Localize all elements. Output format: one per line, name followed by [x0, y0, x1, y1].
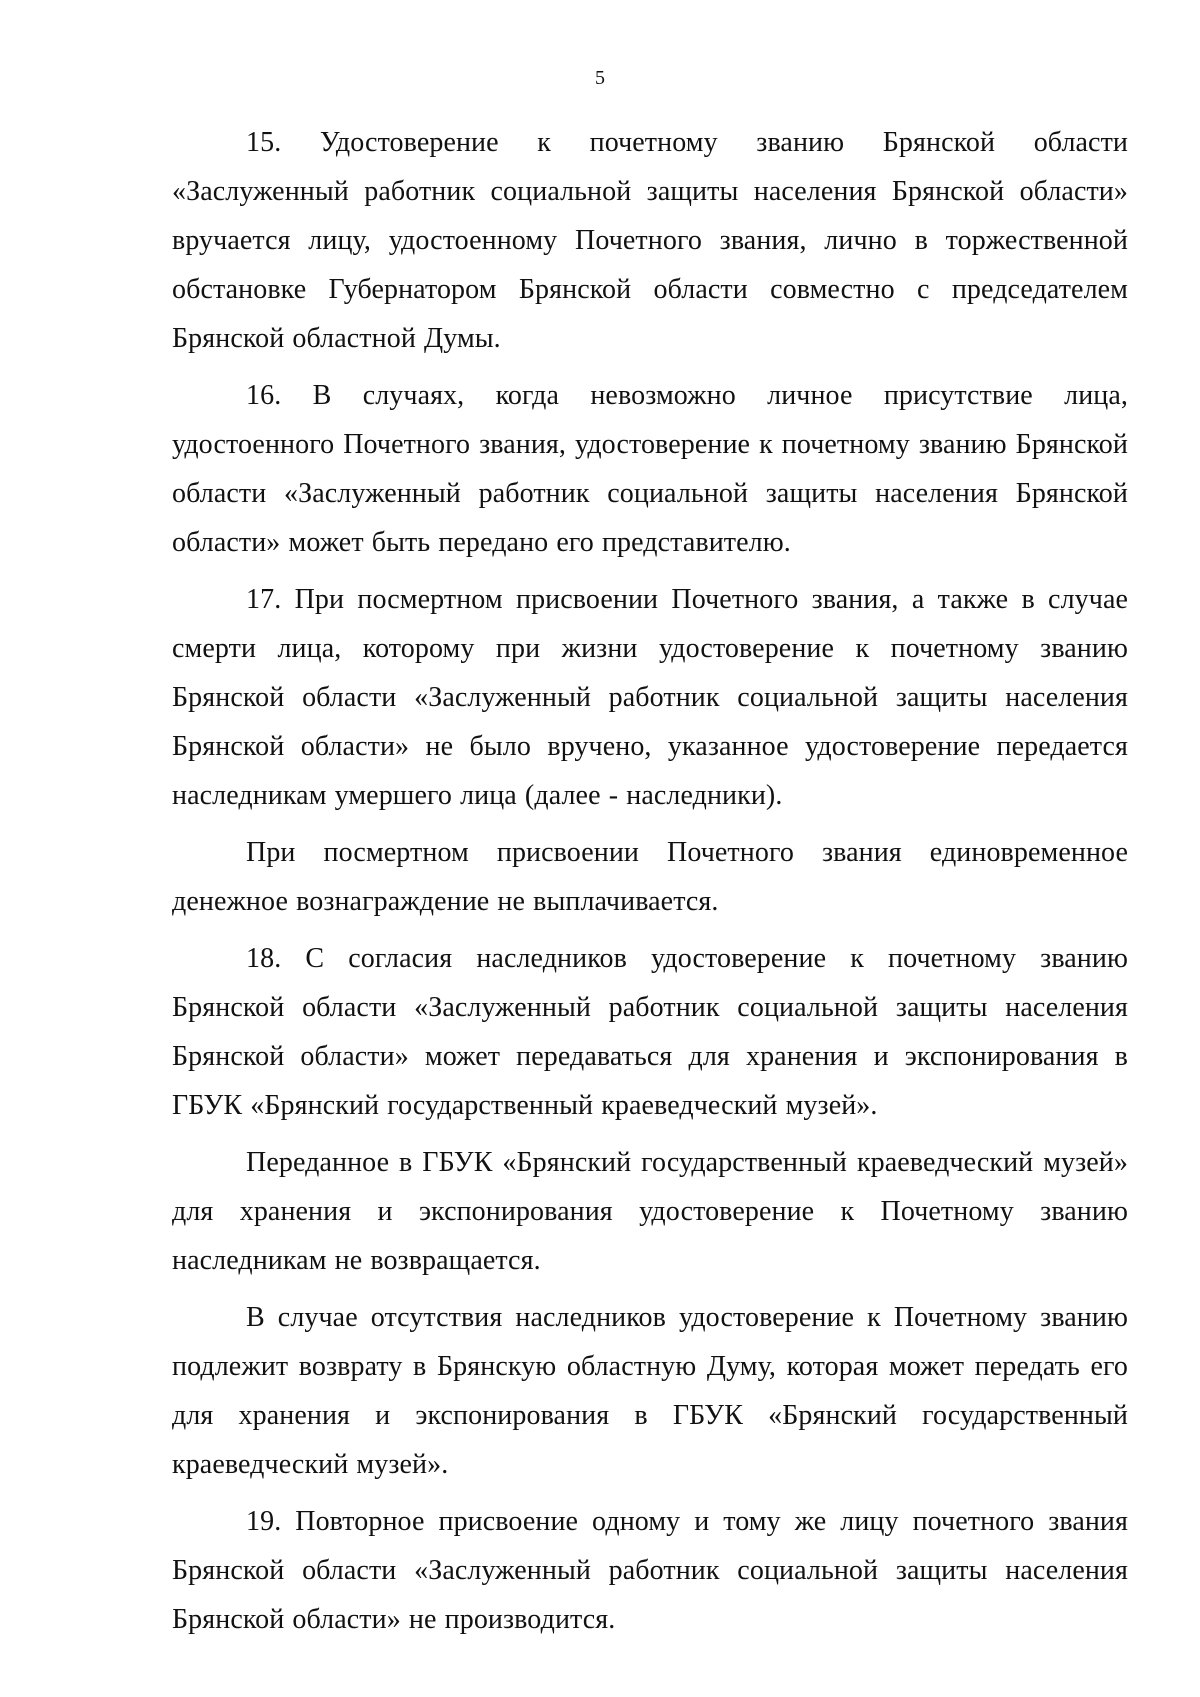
- paragraph-18: 18. С согласия наследников удостоверение к почетному званию Брянской области «Заслуженный работник социальной защиты населения Брянской области» может передаваться для хранения и экспонирования в ГБУК «Брянский государственный краеведческий музей».: [172, 943, 1128, 1121]
- page-number: 5: [595, 67, 605, 89]
- paragraph-17-note: При посмертном присвоении Почетного звания единовременное денежное вознаграждение не выплачивается.: [172, 837, 1128, 917]
- paragraph-16: 16. В случаях, когда невозможно личное присутствие лица, удостоенного Почетного звания, удостоверение к почетному званию Брянской области «Заслуженный работник социальной защиты населения Брянской области» может быть передано его представителю.: [172, 380, 1128, 558]
- paragraph-19: 19. Повторное присвоение одному и тому же лицу почетного звания Брянской области «Заслуженный работник социальной защиты населения Брянской области» не производится.: [172, 1506, 1128, 1635]
- paragraph-18-note-2: В случае отсутствия наследников удостоверение к Почетному званию подлежит возврату в Брянскую областную Думу, которая может передать его для хранения и экспонирования в ГБУК «Брянский государственный краеведческий музей».: [172, 1302, 1128, 1480]
- paragraph-15: 15. Удостоверение к почетному званию Брянской области «Заслуженный работник социальной защиты населения Брянской области» вручается лицу, удостоенному Почетного звания, лично в торжественной обстановке Губернатором Брянской области совместно с председателем Брянской областной Думы.: [172, 127, 1128, 354]
- document-body: [172, 118, 1128, 1652]
- paragraph-18-note-1: Переданное в ГБУК «Брянский государственный краеведческий музей» для хранения и экспонирования удостоверение к Почетному званию наследникам не возвращается.: [172, 1147, 1128, 1276]
- paragraph-17: 17. При посмертном присвоении Почетного звания, а также в случае смерти лица, которому при жизни удостоверение к почетному званию Брянской области «Заслуженный работник социальной защиты населения Брянской области» не было вручено, указанное удостоверение передается наследникам умершего лица (далее - наследники).: [172, 584, 1128, 811]
